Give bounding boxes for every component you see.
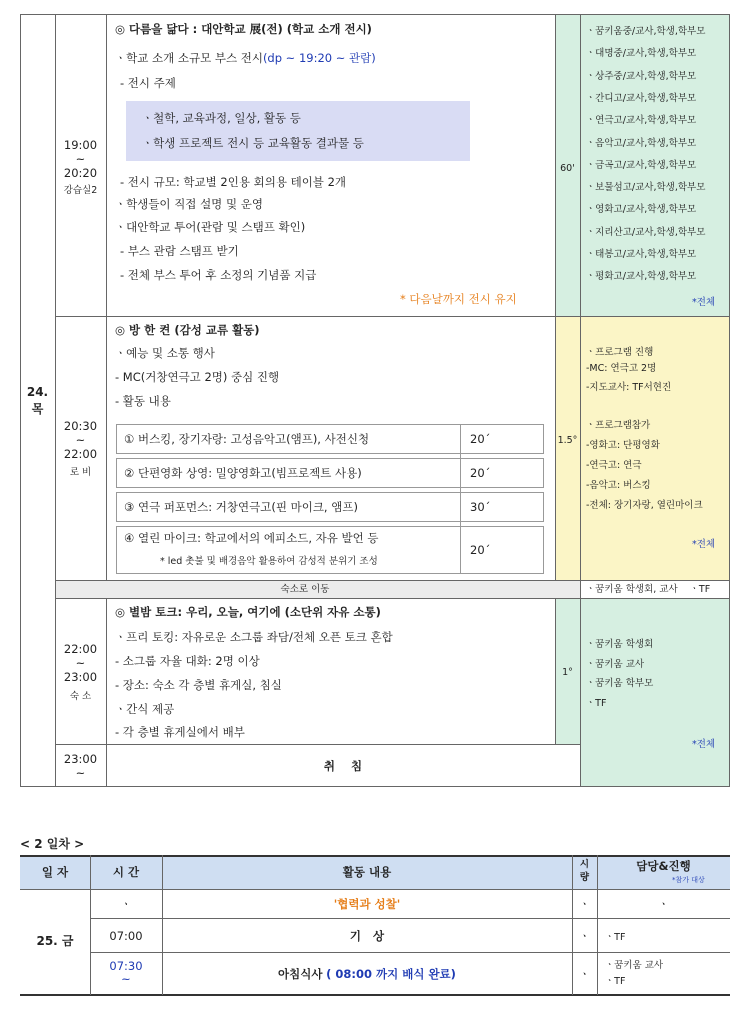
block4-time: 23:00 ~ [63,752,98,780]
activity-item-2: ② 단편영화 상영: 밀양영화고(빔프로젝트 사용) [124,466,362,480]
staff-item: -영화고: 단평영화 [586,440,660,451]
row2-content: 기 상 [349,929,385,943]
activity-item-4-sub: * led 촛불 및 배경음악 활용하여 감성적 분위기 조성 [160,556,378,567]
staff-item: ㆍ간디고/교사,학생,학부모 [586,92,697,104]
staff-item: ㆍ꿈키움 교사 [586,658,645,670]
block1-title: ◎ 다름을 닮다 : 대안학교 展(전) (학교 소개 전시) [115,22,372,36]
block1-line-2: - 전시 주제 [120,76,176,90]
staff-item: ㆍ지리산고/교사,학생,학부모 [586,226,706,238]
block2-line-3: - 활동 내용 [115,394,171,408]
header-duration: 시 량 [579,859,590,883]
block1-line-6: ㆍ학생들이 직접 설명 및 운영 [115,197,263,211]
header-time: 시 간 [112,865,140,879]
day2-date: 25. 금 [36,934,74,948]
day1-date: 24. 목 [26,385,49,416]
row1-staff: ㆍ [657,897,670,911]
block3-title: ◎ 별밤 토크: 우리, 오늘, 여기에 (소단위 자유 소통) [115,605,381,619]
block1-note: * 다음날까지 전시 유지 [400,292,517,306]
block3-time: 22:00 ~ 23:00 [63,642,98,684]
block3-duration: 1° [562,667,573,678]
staff-item: ㆍ꿈키움 학생회 [586,639,654,650]
staff-item: ㆍTF [586,697,607,709]
activity-item-1-min: 20´ [470,432,491,446]
block1-line-1: ㆍ학교 소개 소규모 부스 전시(dp ~ 19:20 ~ 관람) [115,51,376,65]
staff-item: -MC: 연극고 2명 [586,363,657,374]
move-row-text: 숙소로 이동 [280,584,330,595]
row2-time: 07:00 [109,929,143,943]
activity-item-3: ③ 연극 퍼포먼스: 거창연극고(핀 마이크, 앰프) [124,500,358,514]
row3-content: 아침식사 ( 08:00 까지 배식 완료) [278,967,456,981]
block2-title: ◎ 방 한 켠 (감성 교류 활동) [115,323,260,337]
block3-place: 숙 소 [69,691,92,702]
header-staff: 담당&진행 [636,859,691,873]
staff-item: ㆍ평화고/교사,학생,학부모 [586,271,697,283]
staff-item: ㆍ금곡고/교사,학생,학부모 [586,159,697,171]
staff-item: ㆍ연극고/교사,학생,학부모 [586,115,697,127]
block1-line-5: - 전시 규모: 학교별 2인용 회의용 테이블 2개 [120,175,346,189]
row1-content: '협력과 성찰' [333,897,401,911]
staff-item: -음악고: 버스킹 [586,480,651,491]
block2-line-1: ㆍ예능 및 소통 행사 [115,346,215,360]
block2-place: 로 비 [69,467,92,478]
block3-staff-note: *전체 [692,739,716,750]
block1-line-3: ㆍ철학, 교육과정, 일상, 활동 등 [142,111,301,125]
block1-duration: 60' [560,163,575,174]
activity-item-1: ① 버스킹, 장기자랑: 고성음악고(앰프), 사전신청 [124,432,370,446]
block4-title: 취 침 [323,759,363,773]
staff-item: ㆍ음악고/교사,학생,학부모 [586,137,697,149]
block2-time: 20:30 ~ 22:00 [63,419,98,461]
staff-item: ㆍ영화고/교사,학생,학부모 [586,204,697,216]
day1-schedule-table [20,14,730,787]
row1-time: ㆍ [120,897,132,911]
activity-item-4: ④ 열린 마이크: 학교에서의 에피소드, 자유 발언 등 [124,531,379,545]
block2-line-2: - MC(거창연극고 2명) 중심 진행 [115,370,280,384]
block1-line-4: ㆍ학생 프로젝트 전시 등 교육활동 결과물 등 [142,136,364,150]
block3-line-3: - 장소: 숙소 각 층별 휴게실, 침실 [115,678,282,692]
block1-topic-box [126,101,470,161]
staff-item: ㆍ대명중/교사,학생,학부모 [586,48,697,60]
activity-item-4-min: 20´ [470,543,491,557]
block1-time: 19:00 ~ 20:20 [63,138,98,180]
block1-line-9: - 전체 부스 투어 후 소정의 기념품 지급 [120,268,317,282]
row1-duration: ㆍ [578,897,591,911]
staff-item: ㆍ프로그램참가 [586,420,651,431]
staff-cell-bg-3 [580,598,730,744]
staff-item: -연극고: 연극 [586,460,642,471]
move-row-staff: ㆍ꿈키움 학생회, 교사 ㆍTF [586,584,711,595]
block1-place: 강습실2 [63,185,98,196]
row2-staff: ㆍTF [605,932,626,943]
header-content: 활동 내용 [342,865,392,879]
header-date: 일 자 [41,865,69,879]
staff-item: ㆍ꿈키움중/교사,학생,학부모 [586,26,706,37]
activity-item-2-min: 20´ [470,466,491,480]
block3-line-2: - 소그룹 자율 대화: 2명 이상 [115,654,260,668]
staff-item: ㆍ보물섬고/교사,학생,학부모 [586,182,706,194]
row2-duration: ㆍ [578,929,591,943]
staff-item: ㆍ프로그램 진행 [586,347,654,358]
block1-staff-note: *전체 [692,297,716,308]
row3-time: 07:30 ~ [109,959,143,986]
staff-item: ㆍ상주중/교사,학생,학부모 [586,70,697,82]
staff-item: -지도교사: TF서현진 [586,382,672,393]
header-staff-sub: *참가 대상 [672,876,705,884]
staff-item: ㆍ꿈키움 학부모 [586,678,654,689]
block1-line-8: - 부스 관람 스탬프 받기 [120,244,239,258]
row3-duration: ㆍ [578,967,591,981]
block3-line-5: - 각 층별 휴게실에서 배부 [115,725,245,739]
duration-cell-bg-2 [555,316,580,580]
staff-item: -전체: 장기자랑, 열린마이크 [586,500,703,511]
block3-line-4: ㆍ간식 제공 [115,702,175,716]
day2-schedule-table [20,855,730,995]
block1-line-7: ㆍ대안학교 투어(관람 및 스탬프 확인) [115,220,306,234]
activity-item-3-min: 30´ [470,500,491,514]
block3-line-1: ㆍ프리 토킹: 자유로운 소그룹 좌담/전체 오픈 토크 혼합 [115,630,393,644]
day2-heading: < 2 일차 > [20,837,85,851]
block2-staff-note: *전체 [692,539,716,550]
staff-item: ㆍ태봉고/교사,학생,학부모 [586,249,697,260]
block2-duration: 1.5° [557,435,578,446]
row3-staff: ㆍ꿈키움 교사 ㆍTF [605,960,664,987]
